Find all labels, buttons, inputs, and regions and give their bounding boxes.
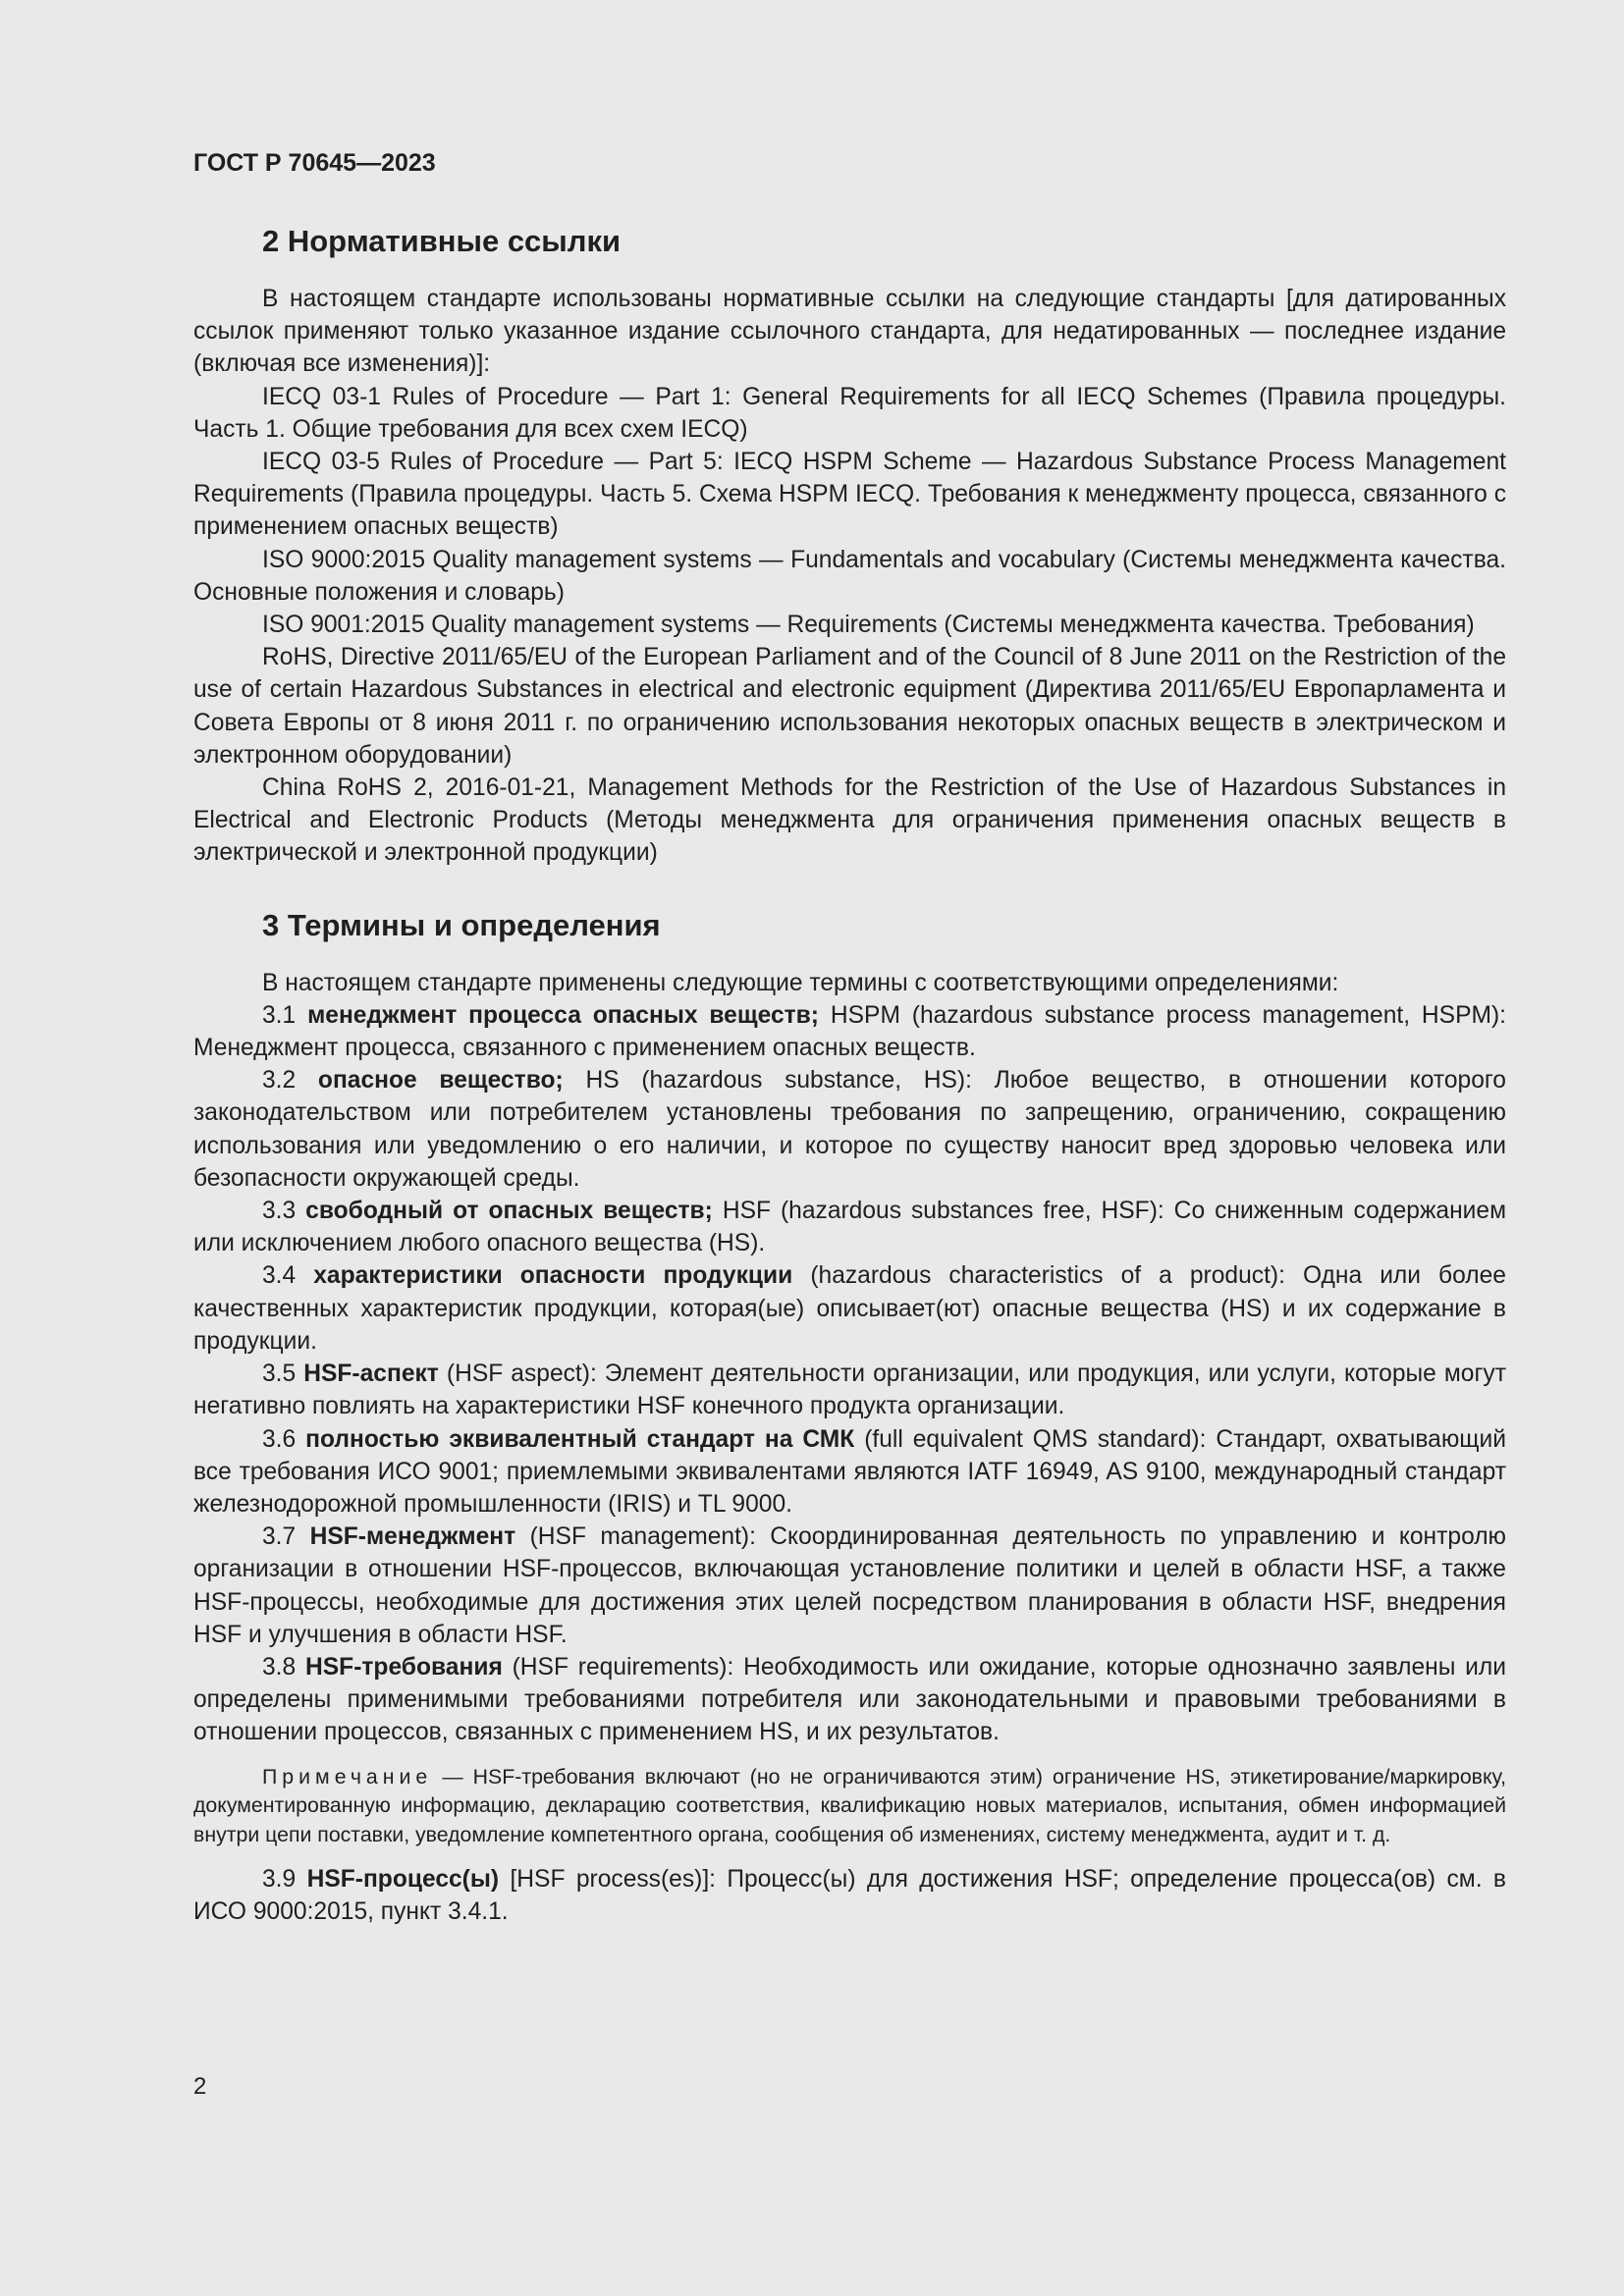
document-header-id: ГОСТ Р 70645—2023 [193,149,436,177]
section-3-title: 3 Термины и определения [262,907,661,942]
reference-item: RoHS, Directive 2011/65/EU of the European Parliament and of the Council of 8 June 2011 on the Restriction of the use of certain Hazardous Substances in electrical and electronic equipment (Директива 2011/65/EU Европарламента и Совета Европы от 8 июня 2011 г. по ограничению использования некоторых опасных веществ в электрическом и электронном оборудовании) [193,644,1506,769]
term-number: 3.4 [262,1262,297,1290]
term-number: 3.7 [262,1523,297,1551]
term-definition: HSF (hazardous substances free, HSF): Со сниженным содержанием или исключением любого опасного вещества (HS). [193,1198,1506,1257]
term-entry [193,1423,1506,1522]
term-number: 3.5 [262,1361,297,1388]
term-name: полностью эквивалентный стандарт на СМК [305,1425,855,1453]
term-definition: HS (hazardous substance, HS): Любое вещество, в отношении которого законодательством или потребителем установлены требования по запрещению, ограничению, сокращению использования или уведомлению о его наличии, и которое по существу наносит вред здоровью человека или безопасности окружающей среды. [193,1067,1506,1192]
term-number: 3.8 [262,1653,297,1681]
term-name: опасное вещество; [317,1067,564,1095]
section-3-body [193,967,1506,1929]
section-2-title: 2 Нормативные ссылки [262,224,622,258]
term-definition: (hazardous characteristics of a product): Одна или более качественных характеристик продукции, которая(ые) описывает(ют) опасные вещества (HS) и их содержание в продукции. [193,1262,1506,1355]
term-name: HSF-менеджмент [309,1523,516,1551]
term-entry [193,1195,1506,1259]
term-entry [193,1863,1506,1928]
section-2-intro: В настоящем стандарте использованы нормативные ссылки на следующие стандарты [для датированных ссылок применяют только указанное издание ссылочного стандарта, для недатированных — последнее издание (включая все изменения)]: [193,286,1506,378]
term-definition: (HSF requirements): Необходимость или ожидание, которые однозначно заявлены или определены применимыми требованиями потребителя или законодательными и правовыми требованиями в отношении процессов, связанных с применением HS, и их результатов. [193,1653,1506,1746]
section-3-intro: В настоящем стандарте применены следующие термины с соответствующими определениями: [262,969,1339,996]
term-number: 3.2 [262,1067,297,1095]
reference-item: IECQ 03-5 Rules of Procedure — Part 5: IECQ HSPM Scheme — Hazardous Substance Process Management Requirements (Правила процедуры. Часть 5. Схема HSPM IECQ. Требования к менеджменту процесса, связанного с применением опасных веществ) [193,449,1506,541]
term-number: 3.1 [262,1001,297,1029]
term-definition: (HSF management): Скоординированная деятельность по управлению и контролю организации в отношении HSF-процессов, включающая установление политики и целей в области HSF, а также HSF-процессы, необходимые для достижения этих целей посредством планирования в области HSF, внедрения HSF и улучшения в области HSF. [193,1523,1506,1648]
reference-item: ISO 9000:2015 Quality management systems — Fundamentals and vocabulary (Системы менеджмента качества. Основные положения и словарь) [193,546,1506,606]
term-definition: (HSF aspect): Элемент деятельности организации, или продукция, или услуги, которые могут негативно повлиять на характеристики HSF конечного продукта организации. [193,1361,1506,1420]
term-entry [193,1651,1506,1749]
term-number: 3.9 [262,1866,297,1894]
term-name: характеристики опасности продукции [313,1262,793,1290]
term-name: HSF-процесс(ы) [306,1866,500,1894]
term-definition: [HSF process(es)]: Процесс(ы) для достижения HSF; определение процесса(ов) см. в ИСО 9000:2015, пункт 3.4.1. [193,1866,1506,1926]
term-name: HSF-требования [305,1653,503,1681]
reference-item: IECQ 03-1 Rules of Procedure — Part 1: General Requirements for all IECQ Schemes (Правила процедуры. Часть 1. Общие требования для всех схем IECQ) [193,383,1506,443]
section-2-body [193,283,1506,870]
term-name: свободный от опасных веществ; [305,1198,713,1225]
term-definition: (full equivalent QMS standard): Стандарт, охватывающий все требования ИСО 9001; приемлемыми эквивалентами являются IATF 16949, AS 9100, международный стандарт железнодорожной промышленности (IRIS) и TL 9000. [193,1425,1507,1518]
term-name: менеджмент процесса опасных веществ; [307,1001,819,1029]
term-entry [193,1064,1506,1195]
term-entry [193,1521,1506,1651]
term-definition: HSPM (hazardous substance process management, HSPM): Менеджмент процесса, связанного с применением опасных веществ. [193,1001,1506,1062]
reference-item: ISO 9001:2015 Quality management systems — Requirements (Системы менеджмента качества. Требования) [262,612,1475,639]
term-number: 3.6 [262,1425,297,1453]
page-number: 2 [193,2073,207,2100]
term-name: HSF-аспект [303,1361,439,1388]
term-number: 3.3 [262,1198,297,1225]
reference-item: China RoHS 2, 2016-01-21, Management Methods for the Restriction of the Use of Hazardous Substances in Electrical and Electronic Products (Методы менеджмента для ограничения применения опасных веществ в электрической и электронной продукции) [193,774,1506,867]
document-page [193,147,1506,1928]
term-entry [193,999,1506,1064]
note-block [193,1763,1506,1850]
term-entry [193,1259,1506,1358]
term-entry [193,1358,1506,1422]
note-label: Примечание [262,1764,433,1789]
note-text: — HSF-требования включают (но не ограничиваются этим) ограничение HS, этикетирование/маркировку, документированную информацию, декларацию соответствия, квалификацию новых материалов, испытания, обмен информацией внутри цепи поставки, уведомление компетентного органа, сообщения об изменениях, систему менеджмента, аудит и т. д. [193,1764,1506,1846]
